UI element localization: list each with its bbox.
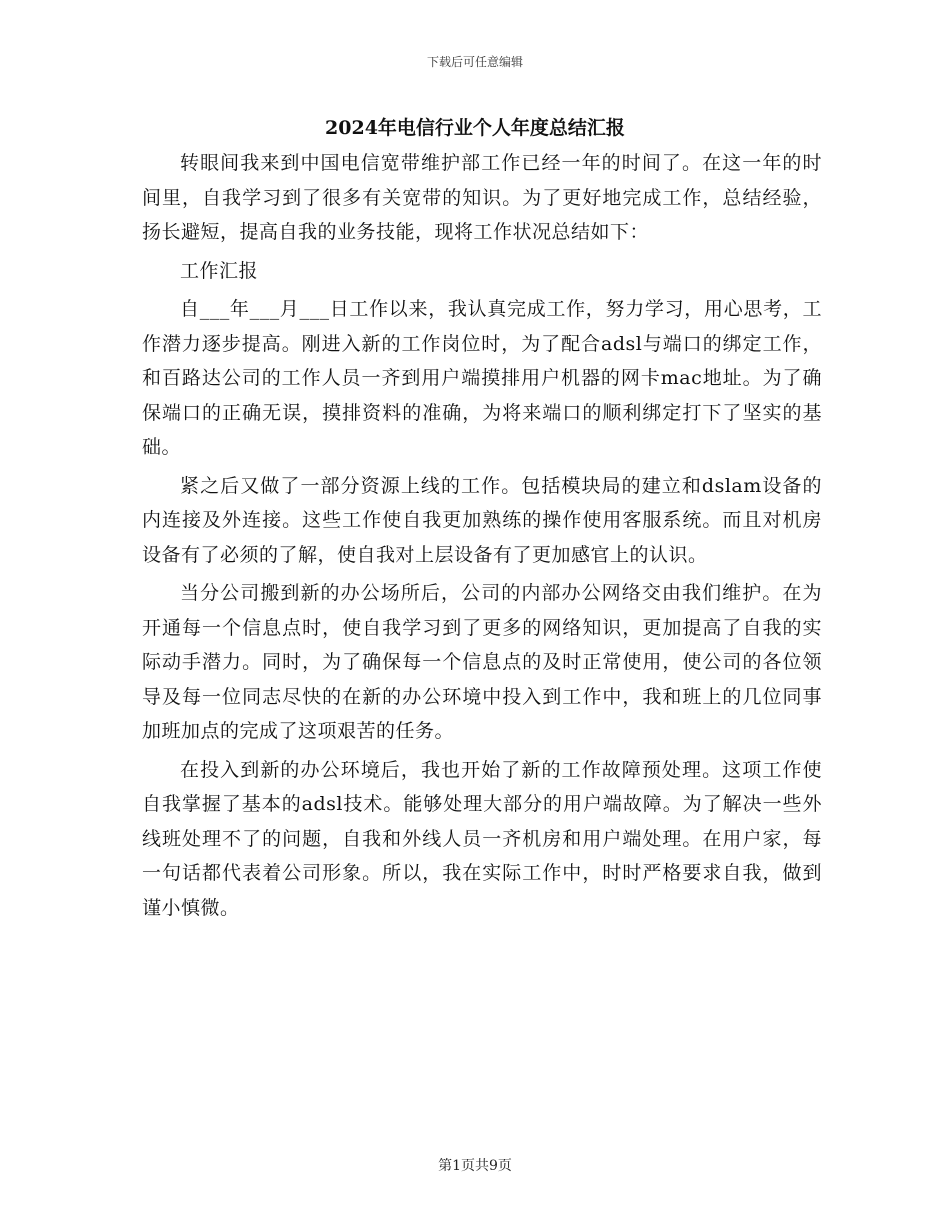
paragraph-fault-handling: 在投入到新的办公环境后，我也开始了新的工作故障预处理。这项工作使自我掌握了基本的adsl技术。能够处理大部分的用户端故障。为了解决一些外线班处理不了的问题，自我和外线人员一齐机房和用户端处理。在用户家，每一句话都代表着公司形象。所以，我在实际工作中，时时严格要求自我，做到谨小慎微。 bbox=[142, 758, 822, 919]
document-title: 2024年电信行业个人年度总结汇报 bbox=[325, 117, 625, 139]
header-note: 下载后可任意编辑 bbox=[426, 55, 523, 69]
page-footer: 第1页共9页 bbox=[438, 1158, 512, 1174]
paragraph-intro: 转眼间我来到中国电信宽带维护部工作已经一年的时间了。在这一年的时间里，自我学习到了很多有关宽带的知识。为了更好地完成工作，总结经验，扬长避短，提高自我的业务技能，现将工作状况总结如下： bbox=[142, 152, 822, 243]
document-body bbox=[142, 146, 822, 925]
paragraph-office-network: 当分公司搬到新的办公场所后，公司的内部办公网络交由我们维护。在为开通每一个信息点时，使自我学习到了更多的网络知识，更加提高了自我的实际动手潜力。同时，为了确保每一个信息点的及时正常使用，使公司的各位领导及每一位同志尽快的在新的办公环境中投入到工作中，我和班上的几位同事加班加点的完成了这项艰苦的任务。 bbox=[142, 582, 822, 742]
section-heading-work-report: 工作汇报 bbox=[180, 259, 259, 282]
paragraph-binding-work: 自___年___月___日工作以来，我认真完成工作，努力学习，用心思考，工作潜力逐步提高。刚进入新的工作岗位时，为了配合adsl与端口的绑定工作，和百路达公司的工作人员一齐到用户端摸排用户机器的网卡mac地址。为了确保端口的正确无误，摸排资料的准确，为将来端口的顺利绑定打下了坚实的基础。 bbox=[142, 298, 822, 458]
paragraph-resource-online: 紧之后又做了一部分资源上线的工作。包括模块局的建立和dslam设备的内连接及外连接。这些工作使自我更加熟练的操作使用客服系统。而且对机房设备有了必须的了解，使自我对上层设备有了更加感官上的认识。 bbox=[142, 474, 822, 566]
